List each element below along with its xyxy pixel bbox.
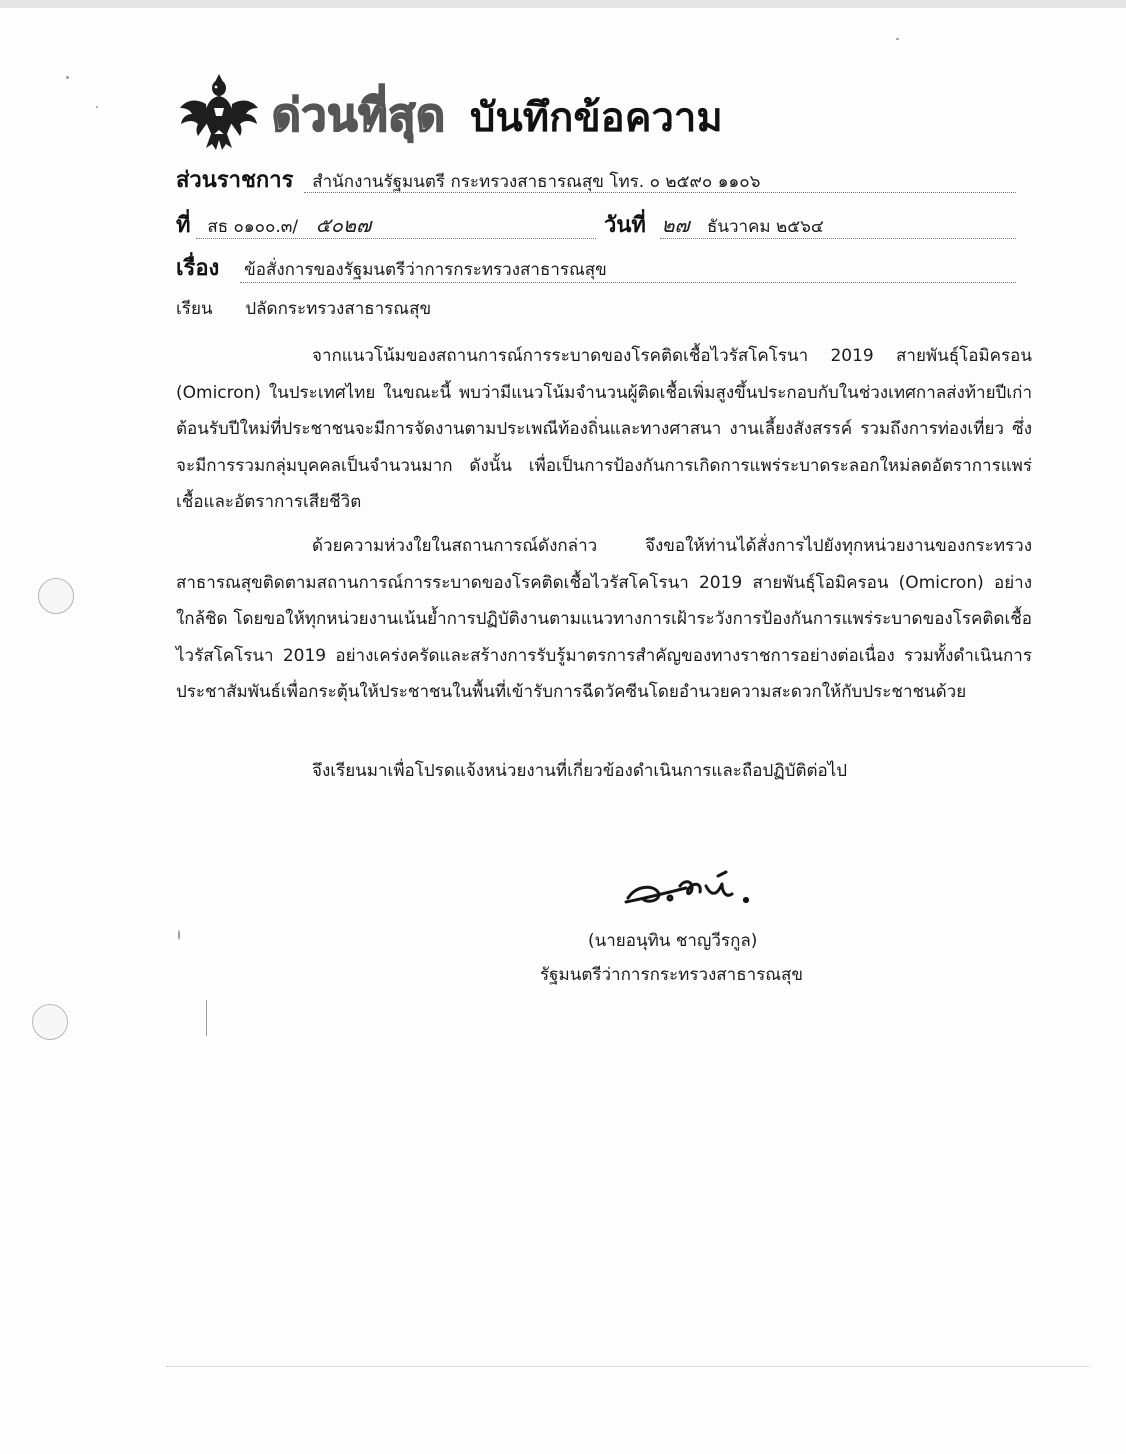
page-bottom-rule (166, 1366, 1090, 1367)
department-row (176, 168, 760, 195)
body-paragraph-2: ด้วยความห่วงใยในสถานการณ์ดังกล่าว จึงขอให้ท่านได้สั่งการไปยังทุกหน่วยงานของกระทรวงสาธารณสุขติดตามสถานการณ์การระบาดของโรคติดเชื้อไวรัสโคโรนา 2019 สายพันธุ์โอมิครอน (Omicron) อย่างใกล้ชิด โดยขอให้ทุกหน่วยงานเน้นย้ำการปฏิบัติงานตามแนวทางการเฝ้าระวังการป้องกันการแพร่ระบาดของโรคติดเชื้อไวรัสโคโรนา 2019 อย่างเคร่งครัดและสร้างการรับรู้มาตรการสำคัญของทางราชการอย่างต่อเนื่อง รวมทั้งดำเนินการประชาสัมพันธ์เพื่อกระตุ้นให้ประชาชนในพื้นที่เข้ารับการฉีดวัคซีนโดยอำนวยความสะดวกให้กับประชาชนด้วย (176, 536, 1032, 702)
date-value: ธันวาคม ๒๕๖๔ (706, 217, 824, 237)
subject-value: ข้อสั่งการของรัฐมนตรีว่าการกระทรวงสาธารณสุข (244, 260, 607, 280)
page-speck (896, 38, 899, 40)
memo-title: บันทึกข้อความ (470, 95, 723, 141)
top-bar (0, 0, 1126, 8)
to-value: ปลัดกระทรวงสาธารณสุข (245, 299, 432, 319)
to-row (176, 296, 431, 322)
department-value: สำนักงานรัฐมนตรี กระทรวงสาธารณสุข โทร. ๐ ๒๕๙๐ ๑๑๐๖ (312, 172, 761, 192)
subject-row (176, 256, 607, 283)
department-label: ส่วนราชการ (176, 168, 294, 193)
document-page (0, 8, 1126, 1454)
number-value: สธ ๐๑๐๐.๓/ (207, 217, 299, 237)
department-dotline (304, 192, 1016, 193)
date-label: วันที่ (604, 213, 646, 238)
number-row (176, 212, 371, 240)
signer-title: รัฐมนตรีว่าการกระทรวงสาธารณสุข (540, 965, 804, 985)
punch-hole-lower (32, 1004, 68, 1040)
to-label: เรียน (176, 299, 213, 319)
page-speck (66, 76, 69, 79)
closing-sentence: จึงเรียนมาเพื่อโปรดแจ้งหน่วยงานที่เกี่ยวข้องดำเนินการและถือปฏิบัติต่อไป (312, 761, 848, 781)
date-row (604, 212, 824, 240)
subject-dotline (240, 282, 1016, 283)
signer-name: (นายอนุทิน ชาญวีรกูล) (588, 931, 758, 951)
page-speck (206, 1000, 207, 1036)
handwritten-signature (622, 868, 762, 912)
page-speck (96, 106, 98, 108)
date-dotline (660, 238, 1016, 239)
date-day: ๒๗ (661, 213, 690, 237)
number-dotline (196, 238, 596, 239)
number-label: ที่ (176, 213, 191, 238)
page-speck (178, 930, 180, 940)
body-paragraph-1: จากแนวโน้มของสถานการณ์การระบาดของโรคติดเชื้อไวรัสโคโรนา 2019 สายพันธุ์โอมิครอน (Omicron) ในประเทศไทย ในขณะนี้ พบว่ามีแนวโน้มจำนวนผู้ติดเชื้อเพิ่มสูงขึ้นประกอบกับในช่วงเทศกาลส่งท้ายปีเก่าต้อนรับปีใหม่ที่ประชาชนจะมีการจัดงานตามประเพณีท้องถิ่นและทางศาสนา งานเลี้ยงสังสรรค์ รวมถึงการท่องเที่ยว ซึ่งจะมีการรวมกลุ่มบุคคลเป็นจำนวนมาก ดังนั้น เพื่อเป็นการป้องกันการเกิดการแพร่ระบาดระลอกใหม่ลดอัตราการแพร่เชื้อและอัตราการเสียชีวิต (176, 346, 1032, 512)
subject-label: เรื่อง (176, 256, 220, 281)
punch-hole-upper (38, 578, 74, 614)
urgency-stamp: ด่วนที่สุด (272, 90, 446, 141)
number-handwritten: ๕๐๒๗ (315, 213, 372, 237)
garuda-emblem-icon (178, 70, 260, 152)
